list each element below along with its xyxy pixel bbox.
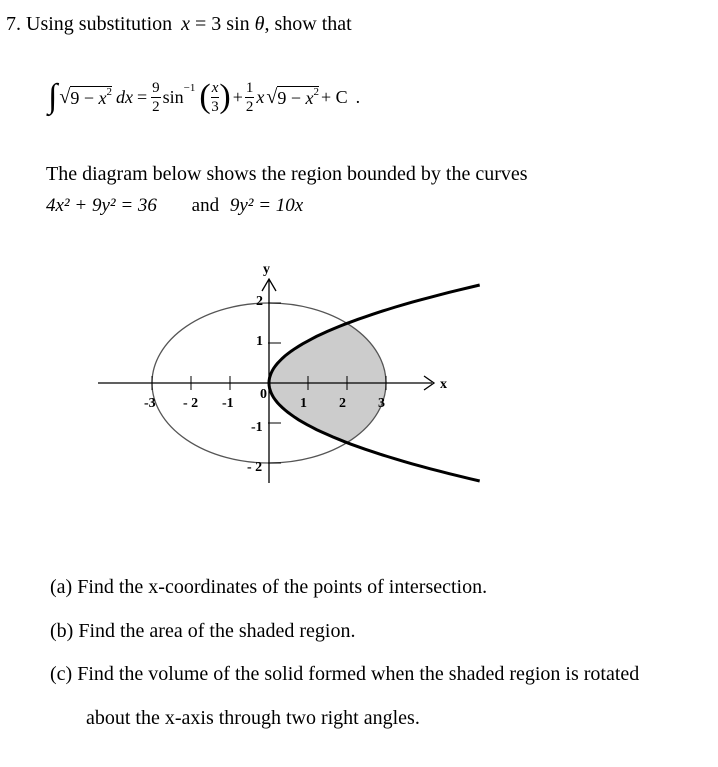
x-tick-label: 2 [339,396,346,411]
part-c-line1: (c) Find the volume of the solid formed when the shaded region is rotated [50,663,640,685]
part-a: (a) Find the x-coordinates of the points of intersection. [50,576,488,598]
left-paren: ( [199,78,211,115]
y-tick-label: -1 [251,420,263,435]
part-c-line2: about the x-axis through two right angles. [86,707,420,729]
x-tick-label: -1 [222,396,234,411]
radical-sign-2: √ [266,85,278,108]
y-tick-label: 2 [256,294,263,309]
frac3-den: 2 [245,98,254,115]
question-number: 7. [6,13,21,35]
radical-sign: √ [59,85,71,108]
diagram-intro: The diagram below shows the region bounded by the curves [46,163,528,185]
frac1-den: 2 [152,98,160,115]
equals-sign: = [136,86,148,107]
radicand-2 [277,86,319,109]
question-line [6,13,352,36]
radicand2-x: x [305,87,314,108]
fraction-nine-halves [151,79,161,116]
x-axis-label: x [440,377,447,392]
radicand-x: x [98,87,107,108]
part-b: (b) Find the area of the shaded region. [50,620,356,642]
exponent-2: 2 [106,85,112,98]
question-intro-tail: , show that [264,13,352,35]
x-factor: x [256,86,265,107]
fraction-x-over-3 [211,79,220,116]
curve-ellipse-equation: 4x² + 9y² = 36 [46,195,157,216]
dx: dx [115,86,133,107]
question-intro: Using substitution [26,13,173,35]
radicand [70,86,112,109]
frac3-num: 1 [245,79,254,96]
plus-c: + C [320,86,348,107]
y-axis-label: y [263,262,270,277]
radicand2-const: 9 − [277,87,306,108]
curves-line [46,195,303,217]
y-tick-label: 1 [256,334,263,349]
fraction-one-half [245,79,255,116]
right-paren: ) [219,78,231,115]
curve-parabola-equation: 9y² = 10x [229,195,304,216]
x-tick-label: 0 [260,387,267,402]
x-tick-label: - 2 [183,396,199,411]
frac2-den: 3 [211,98,219,115]
x-tick-label: -3 [144,396,156,411]
region-diagram [0,255,718,495]
radicand-const: 9 − [70,87,99,108]
integral-sign: ∫ [48,78,58,115]
frac2-num: x [211,79,219,96]
plus-sign: + [232,86,243,107]
sub-eq: = 3 sin [195,13,250,35]
y-tick-label: - 2 [247,460,263,475]
and-word: and [191,195,220,216]
sin-function: sin [162,86,184,107]
exponent-2b: 2 [313,85,319,98]
integral-equation [48,72,360,122]
frac1-num: 9 [152,79,160,96]
inverse-exponent: −1 [183,82,196,94]
sub-lhs: x [181,13,191,35]
sub-theta: θ [254,13,265,35]
x-tick-label: 3 [378,396,385,411]
x-tick-label: 1 [300,396,307,411]
period: . [355,86,361,107]
